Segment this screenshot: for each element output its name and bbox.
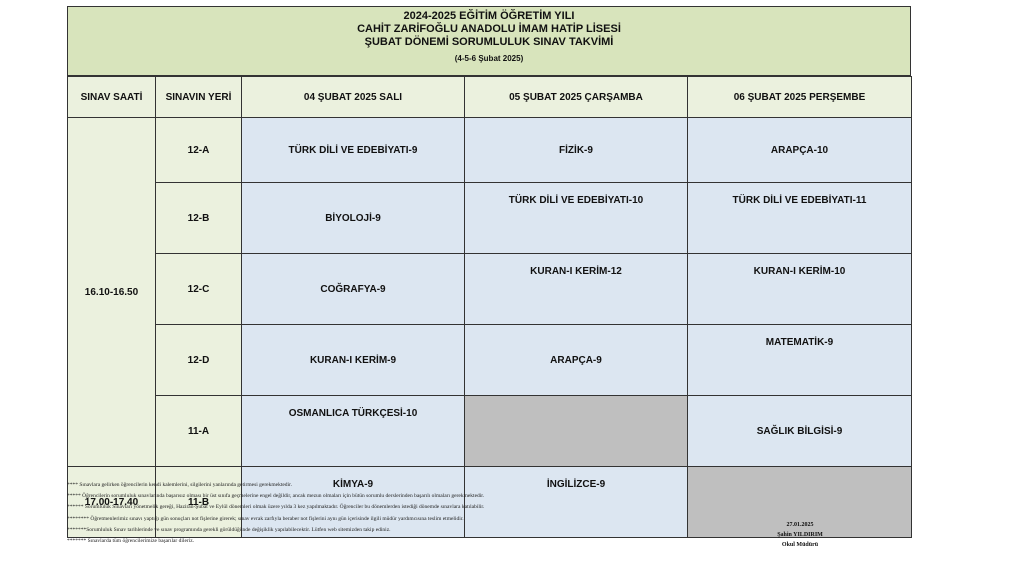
note-line: ****** Sorumluluk Sınavları yönetmelik gereği, Haziran-Şubat ve Eylül dönemleri olmak üzere yılda 3 kez yapılmaktadır. Öğrenciler bu dönemlerden istediği dönemde sınavlara katılabilir. <box>67 504 485 511</box>
exam-cell: TÜRK DİLİ VE EDEBİYATI-9 <box>242 118 465 183</box>
time-slot-1: 16.10-16.50 <box>68 118 156 467</box>
note-line: ***** Öğrencilerin sorumluluk sınavlarında başarısız olması bir üst sınıfa geçmelerine engel değildir, ancak mezun olmaları için bütün sorumlu derslerinden başarılı olmaları gerekmektedir. <box>67 493 485 500</box>
exam-cell: ARAPÇA-9 <box>465 325 688 396</box>
exam-cell: TÜRK DİLİ VE EDEBİYATI-10 <box>465 183 688 254</box>
empty-cell <box>465 396 688 467</box>
exam-cell: MATEMATİK-9 <box>688 325 912 396</box>
exam-cell: BİYOLOJİ-9 <box>242 183 465 254</box>
col-header-day1: 04 ŞUBAT 2025 SALI <box>242 77 465 118</box>
room-cell: 12-C <box>156 254 242 325</box>
schedule-dates: (4-5-6 Şubat 2025) <box>454 54 524 63</box>
room-cell: 12-D <box>156 325 242 396</box>
table-row <box>68 254 912 325</box>
signature-name: Şahin YILDIRIM <box>777 532 823 538</box>
academic-year: 2024-2025 EĞİTİM ÖĞRETİM YILI <box>403 10 575 22</box>
exam-cell: KURAN-I KERİM-9 <box>242 325 465 396</box>
table-row <box>68 396 912 467</box>
table-row <box>68 183 912 254</box>
exam-cell: KURAN-I KERİM-10 <box>688 254 912 325</box>
school-name: CAHİT ZARİFOĞLU ANADOLU İMAM HATİP LİSESİ <box>357 23 621 35</box>
exam-cell: FİZİK-9 <box>465 118 688 183</box>
room-cell: 12-B <box>156 183 242 254</box>
exam-cell: TÜRK DİLİ VE EDEBİYATI-11 <box>688 183 912 254</box>
exam-cell: KİMYA-9 <box>242 467 465 538</box>
signature-date: 27.01.2025 <box>786 522 814 528</box>
room-cell: 12-A <box>156 118 242 183</box>
note-line: **** Sınavlara gelirken öğrencilerin kendi kalemlerini, silgilerini yanlarında getirmesi gerekmektedir. <box>67 482 292 488</box>
exam-cell: KURAN-I KERİM-12 <box>465 254 688 325</box>
col-header-place: SINAVIN YERİ <box>156 77 242 118</box>
exam-cell: ARAPÇA-10 <box>688 118 912 183</box>
col-header-day2: 05 ŞUBAT 2025 ÇARŞAMBA <box>465 77 688 118</box>
note-line: ******** Öğretmenlerimiz sınavı yaptığı gün sonuçları not fişlerine girerek; sınav evrak zarfıyla beraber not fişlerini aynı gün içerisinde ilgili müdür yardımcısına teslim etmelidir. <box>67 515 464 522</box>
table-row <box>68 118 912 183</box>
note-line: *******Sorumluluk Sınav tarihlerinde ve sınav programında gerekli görüldüğünde değişiklik yapılabilecektir. Lütfen web sitemizden takip ediniz. <box>67 526 391 533</box>
time-slot-2: 17.00-17.40 <box>68 467 156 538</box>
signature-title: Okul Müdürü <box>781 542 819 548</box>
notes-block <box>67 480 667 547</box>
exam-cell: SAĞLIK BİLGİSİ-9 <box>688 396 912 467</box>
title-block <box>67 6 911 76</box>
room-cell: 11-B <box>156 467 242 538</box>
signature-block <box>745 520 855 550</box>
exam-cell: COĞRAFYA-9 <box>242 254 465 325</box>
header-row <box>68 77 912 118</box>
col-header-day3: 06 ŞUBAT 2025 PERŞEMBE <box>688 77 912 118</box>
room-cell: 11-A <box>156 396 242 467</box>
schedule-title: ŞUBAT DÖNEMİ SORUMLULUK SINAV TAKVİMİ <box>364 36 614 48</box>
exam-schedule-table <box>67 76 912 538</box>
col-header-time: SINAV SAATİ <box>68 77 156 118</box>
note-line: ******* Sınavlarda tüm öğrencilerimize başarılar dileriz. <box>67 538 195 545</box>
exam-cell: OSMANLICA TÜRKÇESİ-10 <box>242 396 465 467</box>
table-row <box>68 325 912 396</box>
exam-cell: İNGİLİZCE-9 <box>465 467 688 538</box>
